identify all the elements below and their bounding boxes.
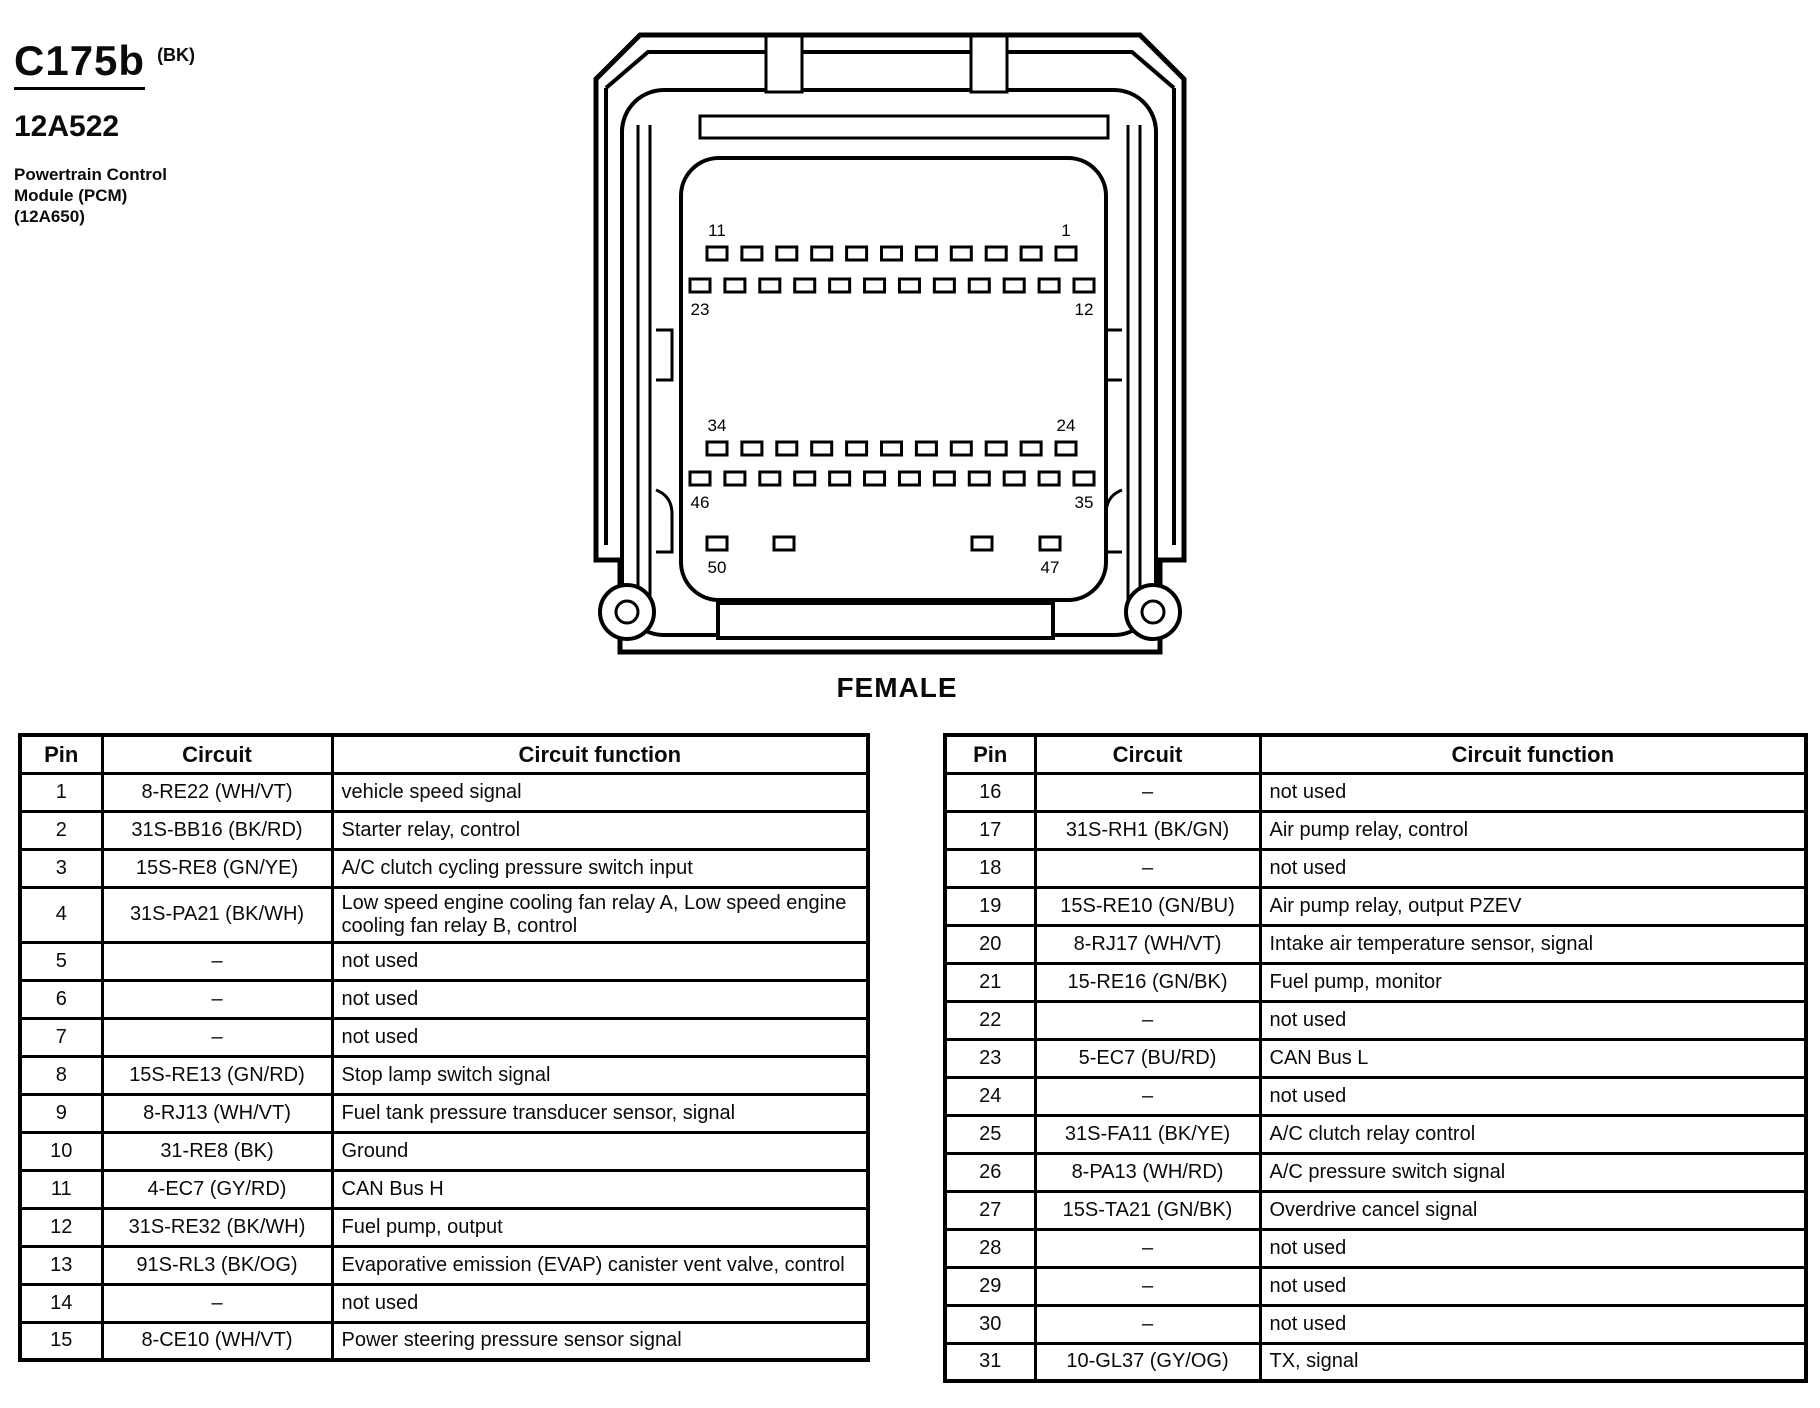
pin-number: 10 [20,1132,102,1170]
pin-number: 14 [20,1284,102,1322]
table-row [945,925,1806,963]
pin-number-label: 23 [690,300,710,319]
table-row [20,942,868,980]
pin-number: 19 [945,887,1035,925]
pin-number-label: 1 [1061,221,1071,240]
pin-number: 26 [945,1153,1035,1191]
circuit-code: – [1035,1305,1260,1343]
circuit-function: Stop lamp switch signal [332,1056,868,1094]
component-line: Module (PCM) [14,186,128,205]
table-row [945,1191,1806,1229]
table-row [945,1039,1806,1077]
pin-number: 27 [945,1191,1035,1229]
pin-cavity [882,247,902,260]
pin-cavity [1039,279,1059,292]
circuit-code: 4-EC7 (GY/RD) [102,1170,332,1208]
table-header-row [945,735,1806,773]
table-row [20,1284,868,1322]
circuit-code: 15S-TA21 (GN/BK) [1035,1191,1260,1229]
pin-cavity [1039,472,1059,485]
circuit-code: 31S-BB16 (BK/RD) [102,811,332,849]
circuit-code: 8-RJ17 (WH/VT) [1035,925,1260,963]
circuit-code: 31-RE8 (BK) [102,1132,332,1170]
pin-rows [690,221,1094,577]
circuit-function: A/C clutch cycling pressure switch input [332,849,868,887]
pin-number: 28 [945,1229,1035,1267]
pin-cavity [865,279,885,292]
pin-cavity [725,279,745,292]
circuit-code: – [1035,849,1260,887]
column-header: Pin [945,735,1035,773]
pin-number: 3 [20,849,102,887]
pin-cavity [1021,442,1041,455]
circuit-code: – [1035,1229,1260,1267]
circuit-code: 31S-PA21 (BK/WH) [102,887,332,942]
connector-key-slot [971,36,1007,92]
table-row [20,849,868,887]
connector-key-slot [766,36,802,92]
circuit-code: 31S-RE32 (BK/WH) [102,1208,332,1246]
pin-cavity [774,537,794,550]
pin-cavity [847,442,867,455]
table-row [945,1001,1806,1039]
table-row [945,773,1806,811]
circuit-code: 5-EC7 (BU/RD) [1035,1039,1260,1077]
table-row [945,963,1806,1001]
circuit-function: A/C clutch relay control [1260,1115,1806,1153]
pin-number: 4 [20,887,102,942]
pin-cavity [969,279,989,292]
connector-pin-field [681,158,1106,600]
pin-cavity [1021,247,1041,260]
circuit-function: Fuel pump, monitor [1260,963,1806,1001]
mounting-ear-right [1126,585,1180,639]
pin-number-label: 50 [707,558,727,577]
pin-cavity [1056,247,1076,260]
pin-cavity [812,247,832,260]
table-row [945,1305,1806,1343]
pin-cavity [1074,279,1094,292]
circuit-code: – [102,942,332,980]
circuit-function: Fuel tank pressure transducer sensor, signal [332,1094,868,1132]
pin-cavity [847,247,867,260]
circuit-function: not used [1260,1305,1806,1343]
pin-cavity [934,472,954,485]
connector-id-line [14,37,196,90]
circuit-function: CAN Bus L [1260,1039,1806,1077]
pin-cavity [707,442,727,455]
pin-number: 18 [945,849,1035,887]
pin-number-label: 24 [1056,416,1076,435]
circuit-function: not used [332,1284,868,1322]
table-row [945,1153,1806,1191]
table-row [945,887,1806,925]
pin-cavity [742,247,762,260]
pin-number: 31 [945,1343,1035,1381]
table-row [945,1229,1806,1267]
circuit-code: – [102,1018,332,1056]
mounting-ear-left [600,585,654,639]
pin-cavity [1074,472,1094,485]
circuit-function: vehicle speed signal [332,773,868,811]
circuit-code: 15-RE16 (GN/BK) [1035,963,1260,1001]
circuit-code: – [102,980,332,1018]
circuit-function: Starter relay, control [332,811,868,849]
pin-number: 5 [20,942,102,980]
pin-cavity [795,279,815,292]
pin-number: 1 [20,773,102,811]
pinout-table-left [18,733,870,1362]
connector-top-shelf [700,116,1108,138]
connector-keying-left [638,125,672,610]
pin-number-label: 11 [708,221,726,240]
circuit-function: Overdrive cancel signal [1260,1191,1806,1229]
column-header: Circuit function [1260,735,1806,773]
pin-cavity [865,472,885,485]
circuit-code: – [1035,773,1260,811]
circuit-function: not used [332,980,868,1018]
pin-cavity [742,442,762,455]
connector-bottom-strip [718,603,1053,638]
table-row [20,1322,868,1360]
circuit-function: Intake air temperature sensor, signal [1260,925,1806,963]
pin-cavity [1004,472,1024,485]
table-row [20,1018,868,1056]
pin-cavity [986,247,1006,260]
pin-number-label: 35 [1074,493,1094,512]
pin-cavity [795,472,815,485]
pin-number: 12 [20,1208,102,1246]
circuit-function: not used [1260,1001,1806,1039]
pin-number: 9 [20,1094,102,1132]
circuit-function: not used [1260,849,1806,887]
circuit-code: – [1035,1077,1260,1115]
pin-number: 29 [945,1267,1035,1305]
pin-cavity [899,279,919,292]
pin-number: 21 [945,963,1035,1001]
circuit-code: 8-PA13 (WH/RD) [1035,1153,1260,1191]
pin-number-label: 46 [690,493,710,512]
table-row [20,1170,868,1208]
table-row [20,887,868,942]
pin-number: 23 [945,1039,1035,1077]
pin-cavity [972,537,992,550]
circuit-function: Fuel pump, output [332,1208,868,1246]
pin-cavity [882,442,902,455]
circuit-function: Air pump relay, control [1260,811,1806,849]
connector-id: C175b [14,40,145,90]
pin-cavity [812,442,832,455]
pin-number: 24 [945,1077,1035,1115]
table-row [20,773,868,811]
pin-number: 15 [20,1322,102,1360]
table-row [20,1132,868,1170]
circuit-function: not used [1260,773,1806,811]
component-line: Powertrain Control [14,165,168,184]
pin-cavity [830,472,850,485]
table-row [945,1115,1806,1153]
circuit-function: not used [1260,1267,1806,1305]
circuit-function: Power steering pressure sensor signal [332,1322,868,1360]
pin-cavity [899,472,919,485]
circuit-code: 15S-RE10 (GN/BU) [1035,887,1260,925]
connector-keying-right [1106,125,1140,610]
pin-number: 25 [945,1115,1035,1153]
circuit-function: not used [1260,1077,1806,1115]
pin-number: 22 [945,1001,1035,1039]
pin-number: 16 [945,773,1035,811]
pin-cavity [986,442,1006,455]
table-row [20,1094,868,1132]
circuit-code: 91S-RL3 (BK/OG) [102,1246,332,1284]
component-description [14,164,195,227]
pin-number: 6 [20,980,102,1018]
circuit-function: CAN Bus H [332,1170,868,1208]
connector-shell [622,90,1156,635]
pin-number: 2 [20,811,102,849]
pin-number: 13 [20,1246,102,1284]
circuit-code: 15S-RE13 (GN/RD) [102,1056,332,1094]
connector-color-code: (BK) [157,45,196,65]
table-row [20,811,868,849]
pin-cavity [951,247,971,260]
circuit-function: TX, signal [1260,1343,1806,1381]
pin-number: 17 [945,811,1035,849]
circuit-code: 8-CE10 (WH/VT) [102,1322,332,1360]
pin-cavity [916,442,936,455]
pin-cavity [951,442,971,455]
connector-header [14,37,196,227]
pin-cavity [934,279,954,292]
circuit-code: 8-RJ13 (WH/VT) [102,1094,332,1132]
pin-cavity [777,247,797,260]
pin-cavity [707,537,727,550]
connector-gender-label: FEMALE [836,672,958,703]
pin-number: 8 [20,1056,102,1094]
circuit-code: 10-GL37 (GY/OG) [1035,1343,1260,1381]
pin-number: 7 [20,1018,102,1056]
column-header: Circuit function [332,735,868,773]
pin-cavity [690,472,710,485]
table-row [20,1246,868,1284]
circuit-function: not used [1260,1229,1806,1267]
pin-number: 11 [20,1170,102,1208]
pin-cavity [1040,537,1060,550]
table-row [20,1056,868,1094]
pin-cavity [760,279,780,292]
pin-cavity [969,472,989,485]
circuit-function: A/C pressure switch signal [1260,1153,1806,1191]
table-row [945,849,1806,887]
circuit-function: not used [332,1018,868,1056]
circuit-code: – [102,1284,332,1322]
pin-number: 30 [945,1305,1035,1343]
circuit-function: Ground [332,1132,868,1170]
pin-cavity [1004,279,1024,292]
circuit-code: – [1035,1267,1260,1305]
part-number: 12A522 [14,110,120,143]
component-line: (12A650) [14,207,85,226]
pin-number-label: 47 [1040,558,1060,577]
column-header: Circuit [1035,735,1260,773]
table-row [945,1343,1806,1381]
table-row [945,811,1806,849]
circuit-code: 31S-FA11 (BK/YE) [1035,1115,1260,1153]
circuit-function: Evaporative emission (EVAP) canister vent valve, control [332,1246,868,1284]
table-row [20,980,868,1018]
table-header-row [20,735,868,773]
pin-cavity [916,247,936,260]
circuit-code: 15S-RE8 (GN/YE) [102,849,332,887]
pin-cavity [1056,442,1076,455]
pin-number-label: 34 [707,416,727,435]
column-header: Circuit [102,735,332,773]
circuit-function: not used [332,942,868,980]
table-row [945,1077,1806,1115]
pin-cavity [777,442,797,455]
pin-cavity [760,472,780,485]
circuit-function: Low speed engine cooling fan relay A, Low speed engine cooling fan relay B, control [332,887,868,942]
table-row [20,1208,868,1246]
pin-cavity [830,279,850,292]
pin-cavity [725,472,745,485]
circuit-code: – [1035,1001,1260,1039]
connector-diagram [590,30,1190,660]
connector-outline-outer [596,35,1184,652]
table-row [945,1267,1806,1305]
pin-number-label: 12 [1074,300,1094,319]
circuit-function: Air pump relay, output PZEV [1260,887,1806,925]
pin-cavity [707,247,727,260]
circuit-code: 8-RE22 (WH/VT) [102,773,332,811]
pin-cavity [690,279,710,292]
circuit-code: 31S-RH1 (BK/GN) [1035,811,1260,849]
pinout-table-right [943,733,1808,1383]
column-header: Pin [20,735,102,773]
pin-number: 20 [945,925,1035,963]
